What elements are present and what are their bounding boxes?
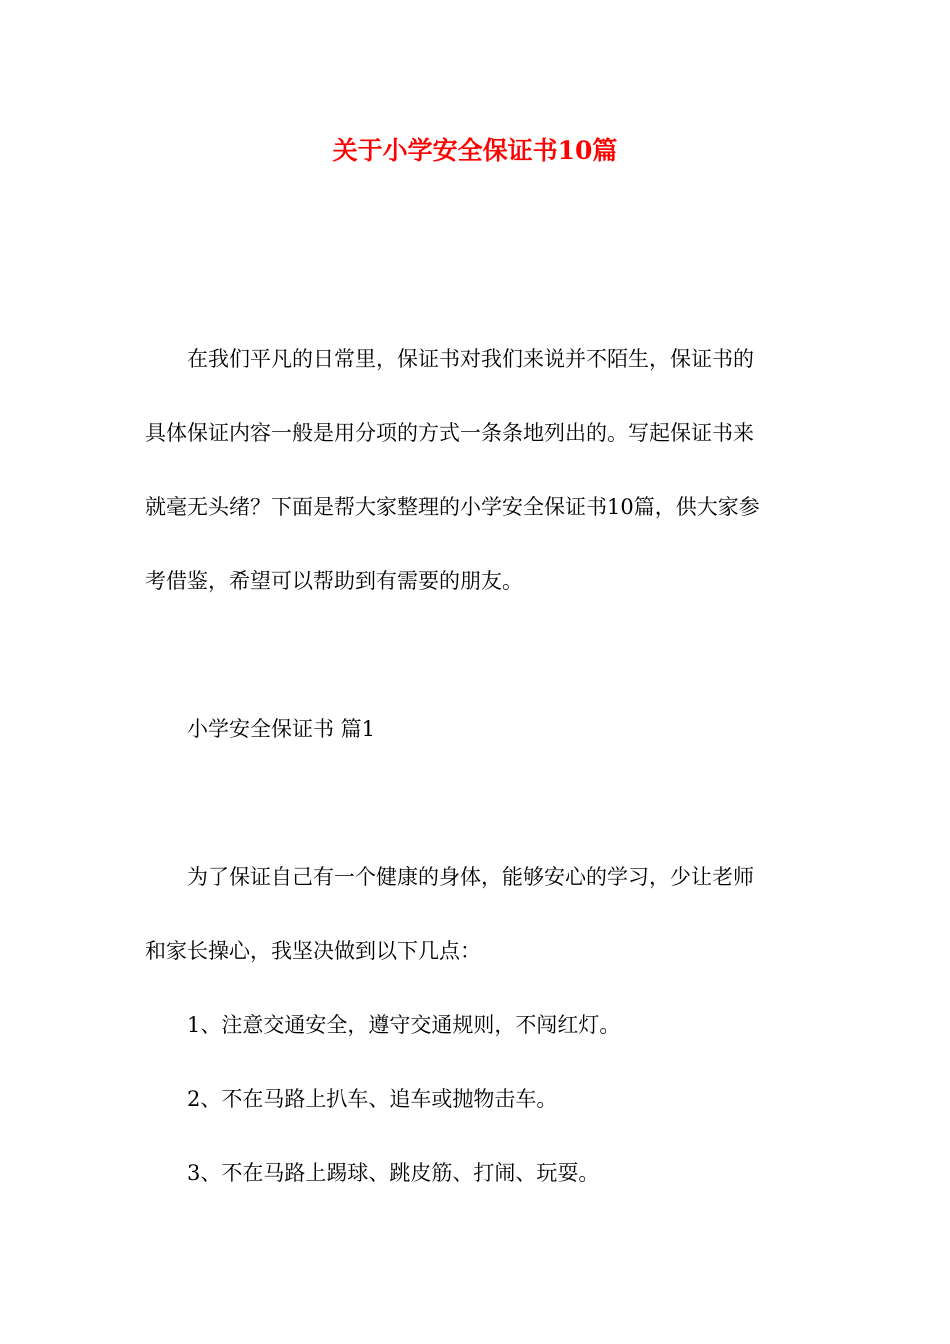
list-item: 3、不在马路上踢球、跳皮筋、打闹、玩耍。 [187, 1161, 600, 1185]
section-intro-line: 为了保证自己有一个健康的身体，能够安心的学习，少让老师 [187, 865, 754, 889]
section-heading: 小学安全保证书 篇1 [187, 717, 376, 741]
document-body [145, 322, 807, 1210]
section-spacer [145, 766, 807, 840]
section-intro-paragraph [145, 840, 807, 988]
intro-line: 考借鉴，希望可以帮助到有需要的朋友。 [145, 569, 523, 593]
intro-line: 就毫无头绪？下面是帮大家整理的小学安全保证书10篇，供大家参 [145, 495, 760, 519]
intro-line: 在我们平凡的日常里，保证书对我们来说并不陌生，保证书的 [187, 347, 754, 371]
section-intro-line: 和家长操心，我坚决做到以下几点： [145, 939, 481, 963]
list-item: 2、不在马路上扒车、追车或抛物击车。 [187, 1087, 558, 1111]
intro-paragraph [145, 322, 807, 618]
intro-line: 具体保证内容一般是用分项的方式一条条地列出的。写起保证书来 [145, 421, 754, 445]
list-item: 1、注意交通安全，遵守交通规则，不闯红灯。 [187, 1013, 621, 1037]
document-title: 关于小学安全保证书10篇 [332, 136, 618, 165]
